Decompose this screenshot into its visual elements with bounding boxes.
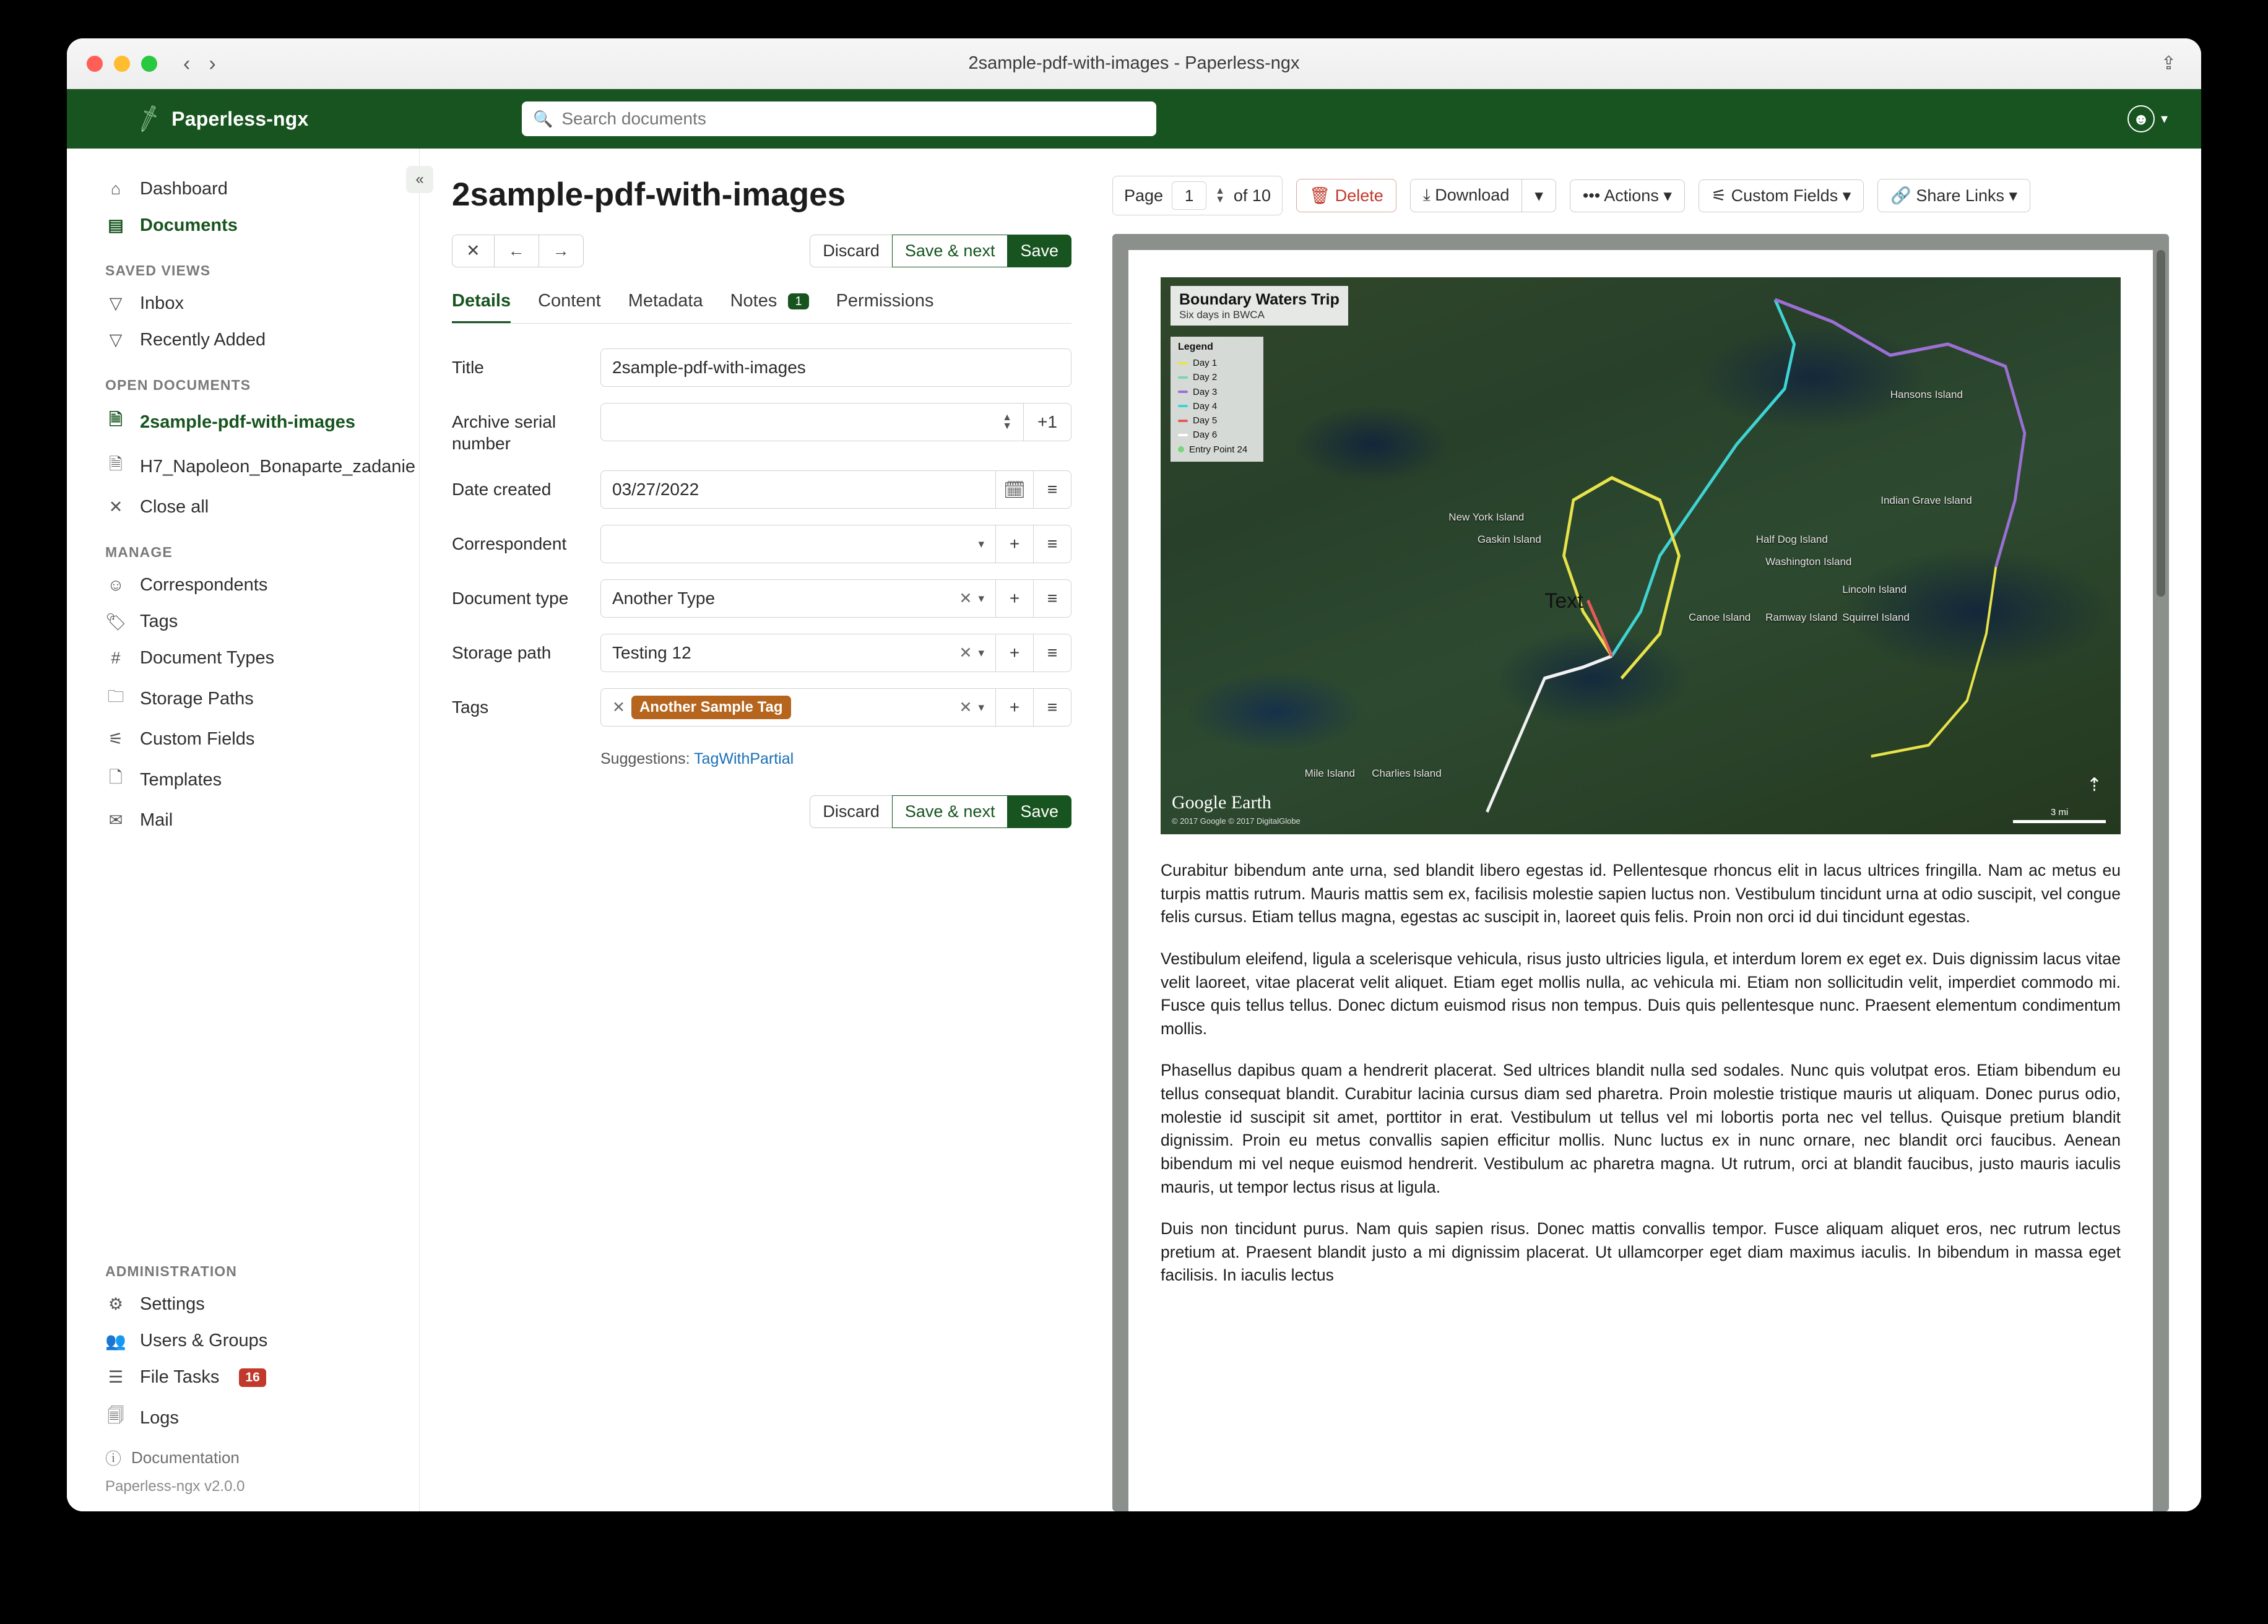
chevron-down-icon: ▾	[978, 646, 984, 660]
clear-storage-path-icon[interactable]: ✕	[959, 644, 972, 662]
page-control[interactable]	[1112, 176, 1283, 215]
map-routes	[1161, 277, 2121, 834]
date-created-input[interactable]: 03/27/2022	[600, 470, 996, 509]
sidebar-section-saved-views: SAVED VIEWS	[105, 262, 211, 279]
sidebar-item-label: Correspondents	[140, 575, 268, 595]
filter-icon: ▽	[109, 294, 123, 313]
custom-fields-button[interactable]	[1699, 179, 1864, 212]
map-image	[1161, 277, 2121, 834]
tab-permissions[interactable]: Permissions	[836, 291, 934, 311]
sidebar-section-administration: ADMINISTRATION	[105, 1263, 238, 1279]
window-titlebar	[67, 38, 2201, 89]
document-type-filter-icon[interactable]: ≡	[1033, 579, 1071, 618]
sidebar-item-inbox[interactable]	[67, 285, 419, 322]
storage-path-select[interactable]	[600, 634, 996, 672]
tag-suggestions	[452, 743, 1071, 768]
sidebar-spacer	[67, 839, 419, 1245]
storage-path-value: Testing 12	[612, 643, 691, 662]
app-header	[67, 89, 2201, 149]
discard-button-bottom[interactable]: Discard	[810, 795, 893, 828]
chevron-down-icon: ▾	[2009, 186, 2018, 205]
sidebar-item-label: Inbox	[140, 293, 184, 313]
map-label: Half Dog Island	[1755, 533, 1828, 545]
forward-icon[interactable]: ›	[209, 51, 216, 76]
next-document-button[interactable]: →	[539, 235, 584, 267]
pdf-page	[1128, 250, 2153, 1511]
map-label: Gaskin Island	[1477, 533, 1541, 545]
map-label: Charlies Island	[1372, 767, 1442, 779]
map-label: Lincoln Island	[1842, 584, 1907, 595]
sidebar-item-users-groups[interactable]	[67, 1323, 419, 1359]
legend-label: Day 1	[1193, 358, 1218, 368]
sidebar-item-label: Custom Fields	[140, 729, 255, 749]
documents-icon: ▤	[108, 216, 124, 235]
search-box[interactable]	[522, 102, 1156, 136]
map-label: Hansons Island	[1890, 389, 1963, 400]
documentation-label: Documentation	[131, 1448, 240, 1467]
tab-metadata[interactable]: Metadata	[628, 291, 703, 311]
tab-content[interactable]: Content	[538, 291, 601, 311]
close-icon: ✕	[108, 498, 123, 516]
list-icon: ☰	[108, 1368, 124, 1386]
chevron-down-icon: ▾	[1842, 186, 1851, 205]
correspondent-select[interactable]	[600, 525, 996, 563]
legend-label: Day 4	[1193, 400, 1218, 412]
share-links-button[interactable]	[1877, 179, 2030, 212]
sidebar-item-label: Mail	[140, 810, 173, 830]
link-icon: 🔗	[1890, 186, 1911, 205]
save-and-next-button[interactable]: Save & next	[892, 235, 1008, 267]
field-label-tags: Tags	[452, 698, 489, 717]
search-input[interactable]	[561, 109, 1145, 129]
sidebar-item-label: Templates	[140, 769, 222, 790]
legend-label: Day 3	[1193, 386, 1218, 397]
window-title: 2sample-pdf-with-images - Paperless-ngx	[968, 53, 1300, 73]
pdf-paragraph: Vestibulum eleifend, ligula a scelerisque vehicula, risus justo ultricies ligula, et interdum lorem ex eget ex. Duis dignissim lacus vitae velit laoreet, vitae placerat velit aliquet. Etiam eget mollis nulla, ac vehicula mi. Etiam non sollicitudin velit, imperdiet commodo mi. Fusce quis tellus tellus. Donec dictum euismod risus non tempus. Duis quis pellentesque nunc. Praesent elementum condimentum mollis.	[1161, 949, 2121, 1038]
sidebar-item-mail[interactable]	[67, 802, 419, 839]
page-total-label: of 10	[1233, 186, 1271, 205]
map-label: Canoe Island	[1689, 611, 1751, 623]
file-icon: 🗎	[109, 410, 123, 429]
sidebar-item-label: Users & Groups	[140, 1331, 268, 1350]
save-button-group-bottom	[452, 795, 1071, 828]
sidebar-item-logs[interactable]	[67, 1396, 419, 1440]
chevron-down-icon: ▾	[978, 701, 984, 714]
sidebar-item-templates[interactable]	[67, 758, 419, 802]
users-icon: 👥	[105, 1331, 126, 1350]
sidebar-item-documents[interactable]	[67, 207, 419, 244]
download-icon: ⤓	[1422, 186, 1430, 204]
clear-document-type-icon[interactable]: ✕	[959, 590, 972, 607]
brand-label: Paperless-ngx	[171, 107, 309, 130]
sidebar-item-tags[interactable]	[67, 603, 419, 640]
map-scale-label: 3 mi	[2050, 807, 2069, 818]
field-correspondent	[452, 525, 1071, 563]
back-icon[interactable]: ‹	[183, 51, 191, 76]
user-avatar-icon: ☻	[2127, 105, 2155, 132]
add-storage-path-button[interactable]: +	[995, 634, 1034, 672]
sidebar-item-label: Tags	[140, 611, 178, 631]
sidebar-item-label: Recently Added	[140, 330, 266, 350]
sidebar-item-recently-added[interactable]	[67, 322, 419, 358]
map-label: Mile Island	[1304, 767, 1355, 779]
page-label: Page	[1124, 186, 1164, 205]
legend-label: Day 6	[1193, 430, 1218, 441]
field-archive-serial-number	[452, 403, 1071, 454]
compass-north-icon: ⇡	[2086, 775, 2102, 795]
document-type-select[interactable]	[600, 579, 996, 618]
trash-icon: 🗑	[1309, 186, 1331, 205]
sidebar-item-close-all[interactable]	[67, 489, 419, 525]
file-tasks-badge: 16	[239, 1368, 266, 1387]
tab-notes[interactable]	[730, 291, 809, 323]
add-tag-button[interactable]: +	[995, 688, 1034, 727]
pdf-viewer[interactable]	[1112, 234, 2169, 1511]
hash-icon: #	[111, 649, 121, 667]
field-label-storage: Storage path	[452, 643, 552, 662]
template-icon: 🗋	[109, 768, 123, 787]
save-and-next-button-bottom[interactable]: Save & next	[892, 795, 1008, 828]
field-label-title: Title	[452, 358, 484, 377]
save-button-bottom[interactable]: Save	[1007, 795, 1071, 828]
app-window	[67, 38, 2201, 1511]
log-icon: 🗐	[107, 1406, 124, 1425]
sidebar-item-custom-fields[interactable]	[67, 721, 419, 758]
brand[interactable]	[131, 103, 309, 135]
document-preview-pane	[1104, 149, 2201, 1511]
app-version: Paperless-ngx v2.0.0	[105, 1478, 245, 1495]
pdf-paragraph: Duis non tincidunt purus. Nam quis sapien risus. Donec mattis convallis tempor. Fusce aliquam aliquet eros, nec rutrum lectus pretium at. Praesent blandit justo a mi dignissim placerat. Ut ullamcorper eget diam maximus iaculis. In bibendum in massa eget facilisis. In iaculis lectus	[1161, 1219, 2121, 1285]
clear-tags-icon[interactable]: ✕	[959, 699, 972, 716]
actions-label: Actions	[1604, 186, 1659, 205]
page-stepper-icon[interactable]: ▲ ▼	[1215, 185, 1225, 205]
suggestion-link[interactable]: TagWithPartial	[694, 750, 794, 767]
storage-path-filter-icon[interactable]: ≡	[1033, 634, 1071, 672]
sidebar-item-label: Logs	[140, 1407, 179, 1428]
search-icon: 🔍	[533, 109, 553, 128]
pdf-paragraph: Curabitur bibendum ante urna, sed blandit libero egestas id. Pellentesque rhoncus elit in lacus ultrices fringilla. Nam ac metus eu turpis mattis rutrum. Mauris mattis sem ex, facilisis molestie sapien luctus non. Vestibulum tincidunt urna at odio suscipit, vel congue felis cursus. Etiam tellus magna, egestas ac suscipit in, laoreet quis felis. Proin non orci id dui tincidunt egestas.	[1161, 861, 2121, 926]
dots-icon: •••	[1582, 186, 1601, 205]
sidebar-item-documentation[interactable]	[67, 1440, 419, 1473]
field-label-doctype: Document type	[452, 589, 569, 608]
map-scale	[2013, 807, 2106, 823]
discard-button[interactable]: Discard	[810, 235, 893, 267]
delete-label: Delete	[1335, 186, 1383, 205]
asn-increment-button[interactable]: +1	[1023, 403, 1071, 441]
title-input[interactable]: 2sample-pdf-with-images	[600, 348, 1071, 387]
sidebar-item-open-doc-2[interactable]	[67, 444, 419, 489]
sidebar-item-file-tasks[interactable]	[67, 1359, 419, 1396]
user-menu[interactable]	[2127, 105, 2168, 132]
document-nav-buttons[interactable]	[452, 235, 584, 267]
save-button[interactable]: Save	[1007, 235, 1071, 267]
field-tags	[452, 688, 1071, 727]
tag-icon: 🏷	[105, 612, 127, 631]
legend-label: Day 5	[1193, 415, 1218, 426]
sidebar-item-storage-paths[interactable]	[67, 676, 419, 721]
mail-icon: ✉	[108, 811, 123, 829]
page-number-input[interactable]: 1	[1172, 181, 1206, 210]
chevron-down-icon: ▾	[2160, 111, 2168, 126]
sidebar-item-dashboard[interactable]	[67, 171, 419, 207]
info-icon: ⓘ	[105, 1449, 122, 1468]
sidebar-collapse-button[interactable]: «	[406, 166, 433, 193]
sidebar-item-label: Settings	[140, 1294, 205, 1314]
sidebar-section-open-documents: OPEN DOCUMENTS	[105, 377, 251, 393]
download-button-group[interactable]	[1410, 179, 1556, 212]
map-label: New York Island	[1448, 511, 1525, 523]
field-label-created: Date created	[452, 480, 552, 499]
folder-icon: 🗀	[107, 687, 124, 706]
leaf-logo-icon: 🗡	[131, 103, 165, 135]
google-earth-logo: Google Earth	[1172, 792, 1271, 813]
map-title-text: Boundary Waters Trip	[1179, 291, 1340, 308]
share-icon[interactable]: ⇪	[2160, 53, 2176, 74]
chevron-down-icon: ▾	[1663, 186, 1672, 205]
sliders-icon: ⚟	[108, 730, 124, 748]
map-overlay-text: Text	[1544, 589, 1583, 613]
close-document-button[interactable]: ✕	[452, 235, 495, 267]
download-button[interactable]	[1410, 179, 1523, 212]
remove-tag-icon[interactable]: ✕	[612, 699, 625, 716]
sidebar-item-label: H7_Napoleon_Bonaparte_zadanie	[140, 456, 416, 477]
chevron-down-icon: ▾	[978, 537, 984, 551]
sidebar	[67, 149, 420, 1511]
pdf-scrollbar[interactable]	[2157, 250, 2165, 597]
date-filter-icon[interactable]: ≡	[1033, 470, 1071, 509]
tab-details[interactable]: Details	[452, 291, 511, 323]
tag-chip[interactable]: Another Sample Tag	[631, 696, 791, 719]
page-title: 2sample-pdf-with-images	[452, 176, 846, 213]
sidebar-section-manage: MANAGE	[105, 544, 173, 560]
sidebar-item-correspondents[interactable]	[67, 567, 419, 603]
notes-count-badge: 1	[788, 293, 808, 309]
sidebar-item-label: Dashboard	[140, 179, 228, 199]
pdf-paragraph: Phasellus dapibus quam a hendrerit placerat. Sed ultrices blandit nulla sed sodales. Nunc quis volutpat eros. Etiam bibendum eu tellus consequat blandit. Curabitur lacinia cursus diam sed pharetra. Proin molestie tristique mauris ut aliquam. Donec purus odio, molestie id suscipit sit amet, porttitor in erat. Vestibulum ut tellus vel mi lobortis porta nec vel tellus. Quisque pretium blandit dignissim. Proin eu metus convallis sapien efficitur mollis. Nunc luctus ex in nunc ornare, nec blandit orci faucibus. Aenean bibendum mi vel neque euismod hendrerit. Vestibulum ac pharetra magna. Ut rutrum, orci at blandit faucibus, justo mauris iaculis mauris, ut tempor lectus risus at ligula.	[1161, 1061, 2121, 1196]
tab-notes-label: Notes	[730, 291, 777, 311]
suggestions-label: Suggestions:	[600, 750, 690, 767]
map-label: Indian Grave Island	[1881, 495, 1972, 506]
chevron-down-icon: ▾	[978, 592, 984, 605]
field-storage-path	[452, 634, 1071, 672]
file-icon: 🗎	[109, 455, 123, 473]
sidebar-item-open-doc-1[interactable]	[67, 400, 419, 444]
fields-icon: ⚟	[1711, 186, 1727, 205]
sidebar-item-settings[interactable]	[67, 1286, 419, 1323]
actions-button[interactable]	[1570, 179, 1685, 212]
field-label-correspondent: Correspondent	[452, 534, 567, 553]
sidebar-item-label: File Tasks	[140, 1367, 220, 1387]
share-links-label: Share Links	[1916, 186, 2004, 205]
document-tabs[interactable]	[452, 291, 1071, 324]
app-body	[67, 149, 2201, 1511]
sidebar-item-label: Close all	[140, 497, 209, 517]
field-label-asn: Archive serial number	[452, 412, 556, 453]
map-label: Ramway Island	[1765, 611, 1838, 623]
delete-button[interactable]	[1296, 179, 1396, 212]
map-label: Washington Island	[1765, 556, 1852, 568]
map-scale-bar	[2013, 820, 2106, 823]
field-document-type	[452, 579, 1071, 618]
field-title	[452, 348, 1071, 387]
asn-stepper-icon[interactable]: ▲ ▼	[1002, 412, 1012, 431]
download-dropdown-button[interactable]: ▾	[1521, 179, 1556, 212]
legend-label: Entry Point 24	[1189, 444, 1248, 455]
map-label: Squirrel Island	[1842, 611, 1910, 623]
sidebar-item-label: Documents	[140, 215, 238, 235]
gear-icon: ⚙	[108, 1295, 124, 1313]
sidebar-item-label: Storage Paths	[140, 688, 254, 709]
previous-document-button[interactable]: ←	[494, 235, 539, 267]
map-subtitle-text: Six days in BWCA	[1179, 308, 1265, 321]
custom-fields-label: Custom Fields	[1731, 186, 1838, 205]
map-credit: © 2017 Google © 2017 DigitalGlobe	[1172, 816, 1301, 826]
document-edit-pane	[420, 149, 1104, 1511]
tags-select[interactable]	[600, 688, 996, 727]
field-date-created	[452, 470, 1071, 509]
calendar-icon[interactable]: 🗓	[995, 470, 1034, 509]
sidebar-item-document-types[interactable]	[67, 640, 419, 676]
document-toolbar	[452, 235, 1071, 267]
sidebar-item-label: Document Types	[140, 648, 275, 668]
filter-icon: ▽	[109, 330, 123, 349]
sidebar-item-label: 2sample-pdf-with-images	[140, 412, 356, 432]
home-icon: ⌂	[110, 179, 121, 198]
correspondent-filter-icon[interactable]: ≡	[1033, 525, 1071, 563]
save-button-group-top[interactable]	[810, 235, 1071, 267]
document-type-value: Another Type	[612, 589, 716, 608]
legend-label: Day 2	[1193, 372, 1218, 383]
add-document-type-button[interactable]: +	[995, 579, 1034, 618]
asn-input[interactable]	[600, 403, 1024, 441]
preview-toolbar	[1112, 176, 2169, 215]
download-label: Download	[1435, 186, 1510, 204]
person-icon: ☺	[107, 576, 124, 594]
legend-header: Legend	[1178, 342, 1213, 352]
add-correspondent-button[interactable]: +	[995, 525, 1034, 563]
tags-filter-icon[interactable]: ≡	[1033, 688, 1071, 727]
